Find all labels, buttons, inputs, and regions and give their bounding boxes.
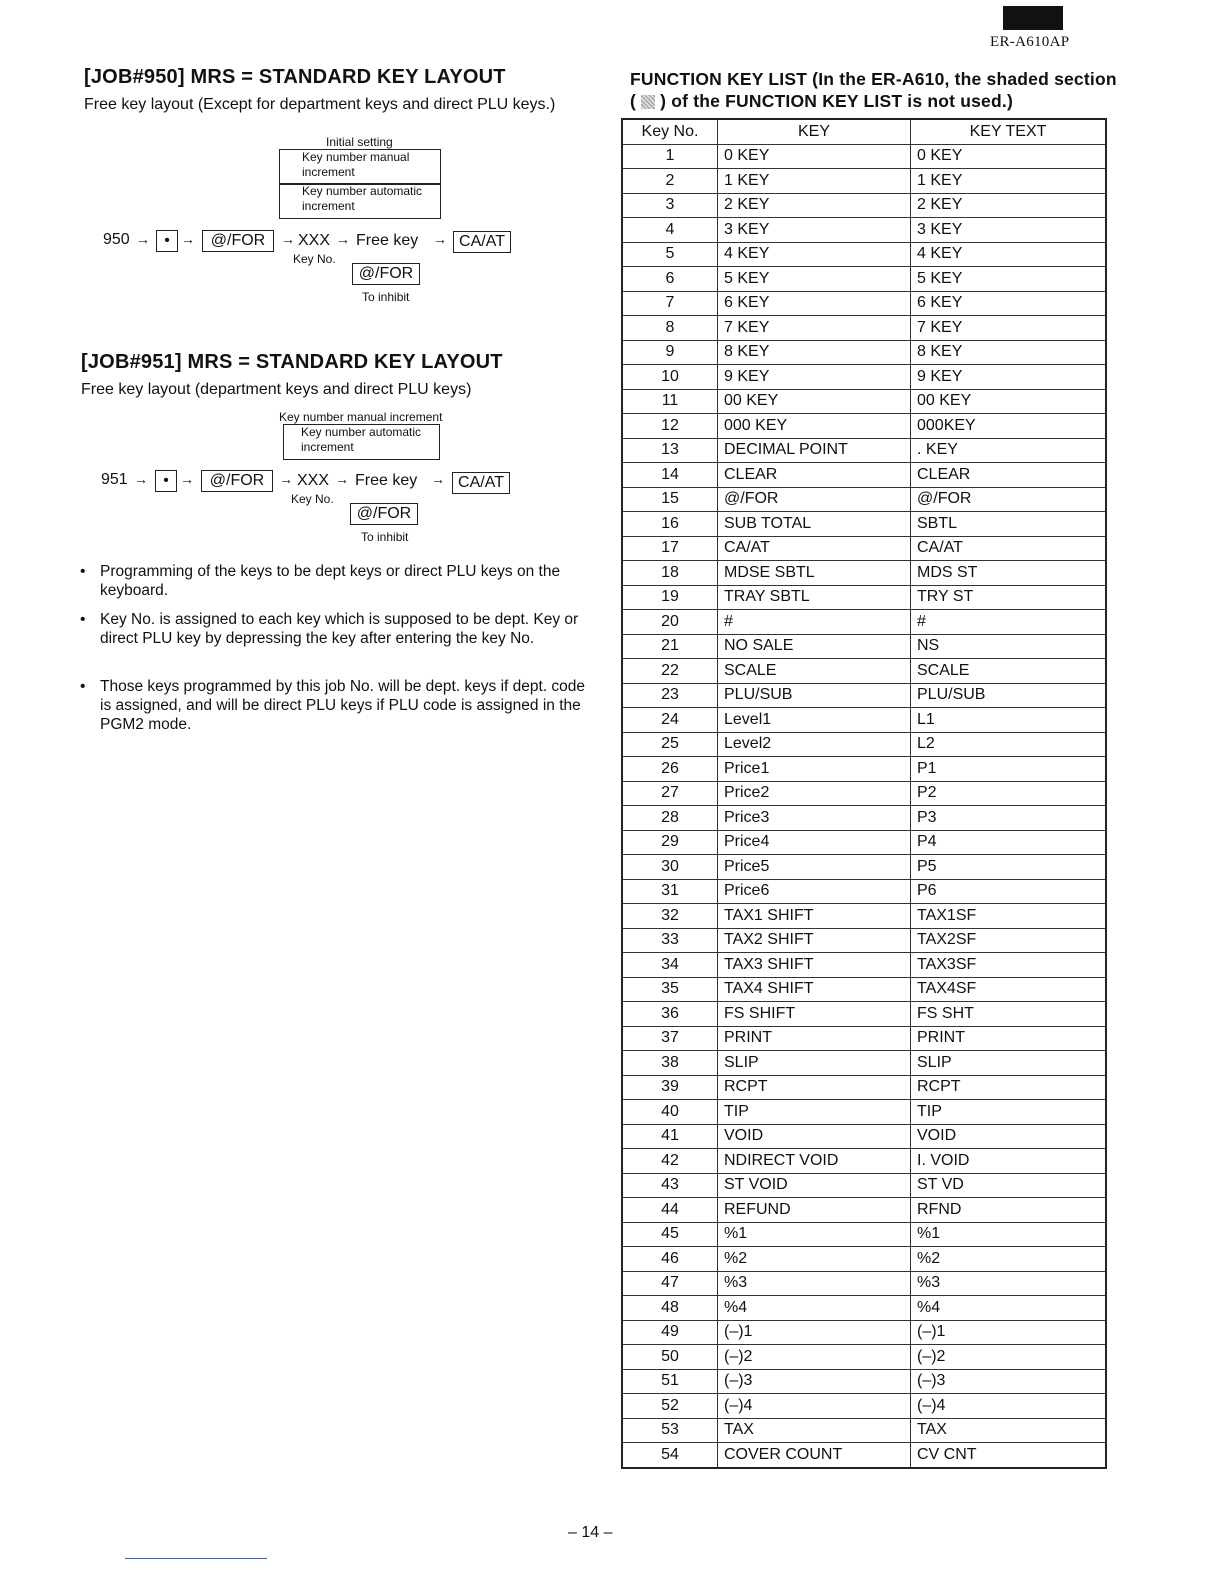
fkl-title-rest: ) of the FUNCTION KEY LIST is not used.) [660,91,1013,111]
auto-increment-box [283,424,440,460]
cell-key: Price1 [718,757,911,782]
cell-key-text: VOID [911,1124,1107,1149]
cell-key-no: 21 [622,634,718,659]
cell-key: @/FOR [718,487,911,512]
cell-key-text: ST VD [911,1173,1107,1198]
arrow-icon: → [281,231,295,247]
auto-increment-label: Key number automatic increment [302,184,423,213]
table-row [622,463,1106,488]
table-row [622,438,1106,463]
cell-key-text: P6 [911,879,1107,904]
table-row [622,1320,1106,1345]
cell-key-text: %3 [911,1271,1107,1296]
table-row [622,1443,1106,1468]
key-no-label: Key No. [291,492,334,506]
cell-key-text: PLU/SUB [911,683,1107,708]
initial-setting-label: Initial setting [326,135,393,149]
table-row [622,977,1106,1002]
manual-increment-label: Key number manual increment [279,410,443,424]
table-row [622,1198,1106,1223]
decimal-key: • [155,470,177,492]
cell-key: %1 [718,1222,911,1247]
table-row [622,1026,1106,1051]
cell-key: SCALE [718,659,911,684]
cell-key-no: 47 [622,1271,718,1296]
cell-key: 0 KEY [718,144,911,169]
cell-key-no: 49 [622,1320,718,1345]
cell-key-no: 27 [622,781,718,806]
cell-key-no: 26 [622,757,718,782]
cell-key-text: NS [911,634,1107,659]
fkl-title-line2 [630,91,1013,112]
cell-key-no: 13 [622,438,718,463]
table-row [622,1051,1106,1076]
cell-key: 7 KEY [718,316,911,341]
table-row [622,1345,1106,1370]
cell-key: (–)1 [718,1320,911,1345]
cell-key: %3 [718,1271,911,1296]
cell-key: PRINT [718,1026,911,1051]
cell-key-text: FS SHT [911,1002,1107,1027]
cell-key-no: 16 [622,512,718,537]
caat-key: CA/AT [452,472,510,494]
header-black-block [1003,6,1063,30]
cell-key-text: 000KEY [911,414,1107,439]
table-row [622,1100,1106,1125]
cell-key-no: 19 [622,585,718,610]
cell-key: 9 KEY [718,365,911,390]
cell-key-text: TAX3SF [911,953,1107,978]
xxx-label: XXX [298,232,331,249]
cell-key-text: L1 [911,708,1107,733]
cell-key-text: TIP [911,1100,1107,1125]
bullet-item: • Those keys programmed by this job No. will be dept. keys if dept. code is assigned, and will be direct PLU keys if PLU code is assigned in the PGM2 mode. [80,677,590,734]
cell-key: Price2 [718,781,911,806]
arrow-icon: → [134,471,148,487]
cell-key-text: RCPT [911,1075,1107,1100]
arrow-icon: → [433,231,447,247]
cell-key: TAX2 SHIFT [718,928,911,953]
table-row [622,953,1106,978]
cell-key: VOID [718,1124,911,1149]
cell-key-text: P3 [911,806,1107,831]
cell-key-no: 9 [622,340,718,365]
cell-key-text: 7 KEY [911,316,1107,341]
cell-key-text: SCALE [911,659,1107,684]
cell-key: # [718,610,911,635]
cell-key-text: %1 [911,1222,1107,1247]
table-row [622,928,1106,953]
cell-key: 1 KEY [718,169,911,194]
cell-key-no: 8 [622,316,718,341]
cell-key-no: 36 [622,1002,718,1027]
cell-key-text: 00 KEY [911,389,1107,414]
cell-key-text: (–)4 [911,1394,1107,1419]
table-row [622,1173,1106,1198]
cell-key: Level1 [718,708,911,733]
cell-key-no: 35 [622,977,718,1002]
cell-key: (–)4 [718,1394,911,1419]
cell-key-no: 53 [622,1418,718,1443]
table-row [622,169,1106,194]
cell-key-no: 25 [622,732,718,757]
table-row [622,879,1106,904]
cell-key-text: RFND [911,1198,1107,1223]
cell-key-no: 24 [622,708,718,733]
cell-key-no: 7 [622,291,718,316]
table-body [622,144,1106,1468]
cell-key-text: CV CNT [911,1443,1107,1468]
cell-key: Level2 [718,732,911,757]
cell-key: %4 [718,1296,911,1321]
job950-subtitle: Free key layout (Except for department keys and direct PLU keys.) [84,96,556,113]
table-row [622,536,1106,561]
cell-key: PLU/SUB [718,683,911,708]
arrow-icon: → [279,471,293,487]
table-row [622,1369,1106,1394]
cell-key-no: 15 [622,487,718,512]
table-row [622,291,1106,316]
cell-key-no: 41 [622,1124,718,1149]
caat-key: CA/AT [453,231,511,253]
cell-key-text: P1 [911,757,1107,782]
job950-title: [JOB#950] MRS = STANDARD KEY LAYOUT [84,66,506,88]
cell-key: SLIP [718,1051,911,1076]
arrow-icon: → [336,231,350,247]
cell-key-no: 4 [622,218,718,243]
cell-key-no: 31 [622,879,718,904]
cell-key-no: 22 [622,659,718,684]
cell-key-no: 33 [622,928,718,953]
cell-key: FS SHIFT [718,1002,911,1027]
cell-key: 6 KEY [718,291,911,316]
cell-key-no: 14 [622,463,718,488]
cell-key-no: 51 [622,1369,718,1394]
cell-key-text: (–)1 [911,1320,1107,1345]
cell-key: (–)2 [718,1345,911,1370]
cell-key: CA/AT [718,536,911,561]
manual-increment-label: Key number manual increment [302,150,410,179]
cell-key: SUB TOTAL [718,512,911,537]
table-row [622,144,1106,169]
job951-title: [JOB#951] MRS = STANDARD KEY LAYOUT [81,351,503,373]
cell-key-text: TAX [911,1418,1107,1443]
cell-key: NO SALE [718,634,911,659]
table-row [622,757,1106,782]
cell-key: Price3 [718,806,911,831]
table-row [622,585,1106,610]
cell-key: 5 KEY [718,267,911,292]
key-no-label: Key No. [293,252,336,266]
cell-key-no: 44 [622,1198,718,1223]
cell-key-text: 3 KEY [911,218,1107,243]
cell-key: CLEAR [718,463,911,488]
auto-increment-box [279,183,441,219]
cell-key-no: 34 [622,953,718,978]
arrow-icon: → [335,471,349,487]
table-row [622,1075,1106,1100]
cell-key-text: 4 KEY [911,242,1107,267]
table-row [622,316,1106,341]
cell-key-text: TAX1SF [911,904,1107,929]
cell-key-no: 50 [622,1345,718,1370]
free-key-label: Free key [356,232,419,249]
cell-key-no: 5 [622,242,718,267]
cell-key-no: 43 [622,1173,718,1198]
cell-key-text: %4 [911,1296,1107,1321]
cell-key-no: 11 [622,389,718,414]
cell-key-no: 10 [622,365,718,390]
cell-key: TIP [718,1100,911,1125]
cell-key: 3 KEY [718,218,911,243]
bullet-item: • Key No. is assigned to each key which is supposed to be dept. Key or direct PLU key by depressing the key after entering the key No. [80,610,590,648]
decimal-key: • [156,230,178,252]
cell-key: NDIRECT VOID [718,1149,911,1174]
cell-key-no: 12 [622,414,718,439]
cell-key-text: TRY ST [911,585,1107,610]
arrow-icon: → [181,231,195,247]
cell-key-no: 28 [622,806,718,831]
footer-rule [125,1558,267,1559]
cell-key-text: @/FOR [911,487,1107,512]
job951-subtitle: Free key layout (department keys and direct PLU keys) [81,381,472,398]
cell-key-no: 45 [622,1222,718,1247]
cell-key-text: SBTL [911,512,1107,537]
cell-key-text: CLEAR [911,463,1107,488]
cell-key-no: 3 [622,193,718,218]
cell-key-no: 2 [622,169,718,194]
to-inhibit-label: To inhibit [361,530,409,544]
table-row [622,512,1106,537]
cell-key-no: 1 [622,144,718,169]
to-inhibit-label: To inhibit [362,290,410,304]
cell-key-text: TAX4SF [911,977,1107,1002]
cell-key-text: CA/AT [911,536,1107,561]
cell-key: 4 KEY [718,242,911,267]
cell-key: Price4 [718,830,911,855]
table-row [622,389,1106,414]
cell-key-no: 17 [622,536,718,561]
cell-key-text: 1 KEY [911,169,1107,194]
table-header-row [622,119,1106,144]
shaded-swatch-icon [641,95,655,109]
cell-key: TAX4 SHIFT [718,977,911,1002]
bullet-item: • Programming of the keys to be dept keys or direct PLU keys on the keyboard. [80,562,590,600]
for-key: @/FOR [201,470,273,492]
cell-key-no: 23 [622,683,718,708]
cell-key: %2 [718,1247,911,1272]
table-row [622,242,1106,267]
manual-increment-box [279,149,441,185]
cell-key-no: 39 [622,1075,718,1100]
cell-key: Price5 [718,855,911,880]
cell-key-no: 46 [622,1247,718,1272]
cell-key-text: L2 [911,732,1107,757]
table-row [622,1418,1106,1443]
cell-key-text: 6 KEY [911,291,1107,316]
cell-key-text: 0 KEY [911,144,1107,169]
table-row [622,634,1106,659]
cell-key: TRAY SBTL [718,585,911,610]
cell-key-no: 40 [622,1100,718,1125]
arrow-icon: → [180,471,194,487]
cell-key: 2 KEY [718,193,911,218]
col-header-key: KEY [718,119,911,144]
cell-key-text: . KEY [911,438,1107,463]
cell-key-text: MDS ST [911,561,1107,586]
table-row [622,1296,1106,1321]
cell-key: 8 KEY [718,340,911,365]
cell-key: REFUND [718,1198,911,1223]
cell-key-text: # [911,610,1107,635]
cell-key: 000 KEY [718,414,911,439]
model-number: ER-A610AP [990,34,1070,50]
for-key-inhibit: @/FOR [352,263,420,285]
cell-key: MDSE SBTL [718,561,911,586]
table-row [622,659,1106,684]
cell-key-no: 32 [622,904,718,929]
cell-key-text: (–)3 [911,1369,1107,1394]
table-row [622,1002,1106,1027]
cell-key-text: SLIP [911,1051,1107,1076]
table-row [622,340,1106,365]
page-number: – 14 – [568,1524,613,1541]
cell-key: RCPT [718,1075,911,1100]
cell-key-text: 8 KEY [911,340,1107,365]
table-row [622,683,1106,708]
cell-key-no: 30 [622,855,718,880]
cell-key-no: 54 [622,1443,718,1468]
cell-key: TAX [718,1418,911,1443]
cell-key-text: 2 KEY [911,193,1107,218]
cell-key-no: 38 [622,1051,718,1076]
table-row [622,806,1106,831]
cell-key-no: 29 [622,830,718,855]
function-key-table [621,118,1107,1469]
cell-key: Price6 [718,879,911,904]
xxx-label: XXX [297,472,330,489]
table-row [622,193,1106,218]
table-row [622,610,1106,635]
arrow-icon: → [136,231,150,247]
cell-key-text: TAX2SF [911,928,1107,953]
col-header-key-no: Key No. [622,119,718,144]
fkl-title-line1: FUNCTION KEY LIST (In the ER-A610, the shaded section [630,69,1117,89]
for-key: @/FOR [202,230,274,252]
table-row [622,365,1106,390]
cell-key: (–)3 [718,1369,911,1394]
cell-key-text: 9 KEY [911,365,1107,390]
job951-number: 951 [101,471,128,488]
cell-key: COVER COUNT [718,1443,911,1468]
cell-key-no: 20 [622,610,718,635]
free-key-label: Free key [355,472,418,489]
cell-key-text: PRINT [911,1026,1107,1051]
table-row [622,904,1106,929]
cell-key-text: P5 [911,855,1107,880]
cell-key: ST VOID [718,1173,911,1198]
job950-number: 950 [103,231,130,248]
cell-key: TAX1 SHIFT [718,904,911,929]
table-row [622,830,1106,855]
cell-key-text: 5 KEY [911,267,1107,292]
table-row [622,1271,1106,1296]
table-row [622,218,1106,243]
table-row [622,1222,1106,1247]
arrow-icon: → [431,471,445,487]
table-row [622,855,1106,880]
table-row [622,561,1106,586]
cell-key-no: 37 [622,1026,718,1051]
table-row [622,1149,1106,1174]
cell-key-text: P4 [911,830,1107,855]
table-row [622,781,1106,806]
cell-key: DECIMAL POINT [718,438,911,463]
table-row [622,267,1106,292]
cell-key: 00 KEY [718,389,911,414]
table-row [622,1247,1106,1272]
cell-key-no: 18 [622,561,718,586]
col-header-key-text: KEY TEXT [911,119,1107,144]
table-row [622,487,1106,512]
cell-key-text: I. VOID [911,1149,1107,1174]
table-row [622,732,1106,757]
cell-key-no: 52 [622,1394,718,1419]
cell-key-text: %2 [911,1247,1107,1272]
auto-increment-label: Key number automatic increment [301,425,422,454]
cell-key-no: 42 [622,1149,718,1174]
cell-key-text: P2 [911,781,1107,806]
cell-key-no: 6 [622,267,718,292]
table-row [622,708,1106,733]
table-row [622,1394,1106,1419]
for-key-inhibit: @/FOR [350,503,418,525]
fkl-title-open-paren: ( [630,91,637,111]
cell-key: TAX3 SHIFT [718,953,911,978]
table-row [622,414,1106,439]
table-row [622,1124,1106,1149]
cell-key-no: 48 [622,1296,718,1321]
cell-key-text: (–)2 [911,1345,1107,1370]
